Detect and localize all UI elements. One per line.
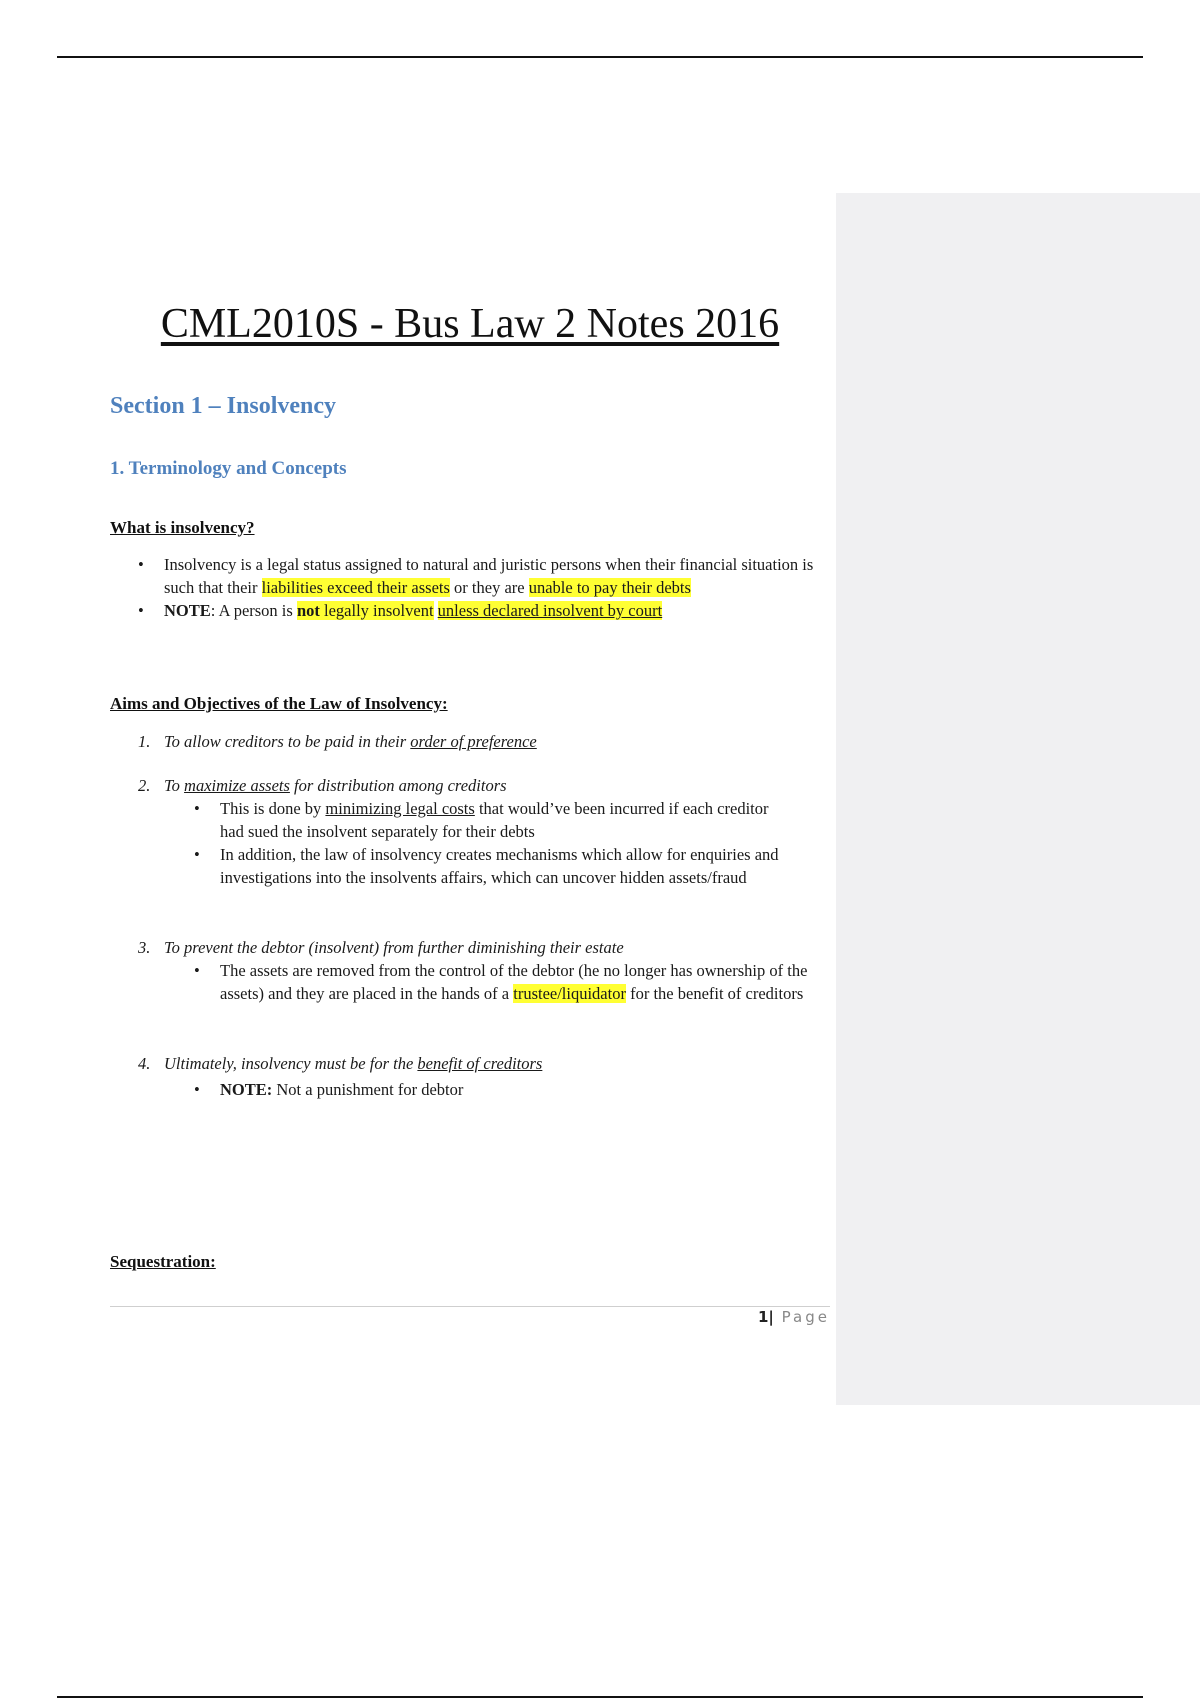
numbered-item [110, 774, 830, 797]
section-heading: Section 1 – Insolvency [110, 393, 337, 419]
text: Not a punishment for debtor [272, 1080, 464, 1099]
aims-item-1 [110, 730, 830, 753]
aims-item-4 [110, 1052, 830, 1101]
sub-list-item [110, 797, 830, 843]
numbered-item [110, 936, 830, 959]
highlighted-text: trustee/liquidator [513, 984, 626, 1003]
underlined-text: benefit of creditors [417, 1054, 543, 1073]
numbered-item [110, 730, 830, 753]
bottom-rule [57, 1696, 1143, 1698]
item-number: 1. [138, 732, 151, 751]
note-label: NOTE [164, 601, 211, 620]
numbered-item [110, 1052, 830, 1075]
text: To allow creditors to be paid in their [164, 732, 411, 751]
text: for distribution among creditors [289, 776, 507, 795]
top-rule [57, 56, 1143, 58]
underlined-text: maximize assets [184, 776, 290, 795]
footer-divider [110, 1306, 830, 1307]
page-number [758, 1308, 830, 1326]
aims-item-3 [110, 936, 830, 1005]
document-title: CML2010S - Bus Law 2 Notes 2016 [160, 301, 780, 347]
text: Ultimately, insolvency must be for the [164, 1054, 418, 1073]
underlined-text: order of preference [410, 732, 537, 751]
highlighted-text: liabilities exceed their assets [261, 578, 450, 597]
highlighted-bold-text: not [296, 601, 320, 620]
text: To [164, 776, 185, 795]
highlighted-text: legally insolvent [319, 601, 434, 620]
highlighted-underlined-text: unless declared insolvent by court [437, 601, 663, 620]
text: for the benefit of creditors [625, 984, 804, 1003]
comment-pane [836, 193, 1200, 1405]
text: To prevent the debtor (insolvent) from further diminishing their estate [164, 938, 624, 957]
sub-list-item [110, 1078, 830, 1101]
underlined-text: minimizing legal costs [325, 799, 475, 818]
text: or they are [449, 578, 529, 597]
text: This is done by [220, 799, 326, 818]
item-number: 2. [138, 776, 151, 795]
highlighted-text: unable to pay their debts [528, 578, 691, 597]
page-number-value: 1 [757, 1308, 769, 1326]
aims-item-2 [110, 774, 830, 889]
sub-list-item [110, 959, 830, 1005]
text: The assets are removed from the control of the debtor (he no longer has ownership of the assets) and they are placed in the hands of a [220, 961, 808, 1003]
note-label: NOTE: [220, 1080, 273, 1099]
item-number: 4. [138, 1054, 151, 1073]
page-label: Page [781, 1308, 830, 1326]
text: that would’ve been incurred if each creditor had sued the insolvent separately for their debts [220, 799, 769, 841]
text: : A person is [210, 601, 297, 620]
aims-heading: Aims and Objectives of the Law of Insolvency: [110, 694, 448, 713]
what-is-insolvency-heading: What is insolvency? [110, 518, 255, 537]
sequestration-heading: Sequestration: [110, 1252, 216, 1271]
page-number-separator: | [768, 1308, 774, 1326]
list-item [110, 553, 830, 599]
list-item [110, 599, 830, 622]
item-number: 3. [138, 938, 151, 957]
sub-list-item: • In addition, the law of insolvency creates mechanisms which allow for enquiries and investigations into the insolvents affairs, which can uncover hidden assets/fraud [110, 843, 830, 889]
text: Insolvency is a legal status assigned to natural and juristic persons when their financial situation is such that their [164, 555, 814, 597]
subsection-heading: 1. Terminology and Concepts [110, 458, 347, 479]
what-is-list [110, 553, 830, 622]
